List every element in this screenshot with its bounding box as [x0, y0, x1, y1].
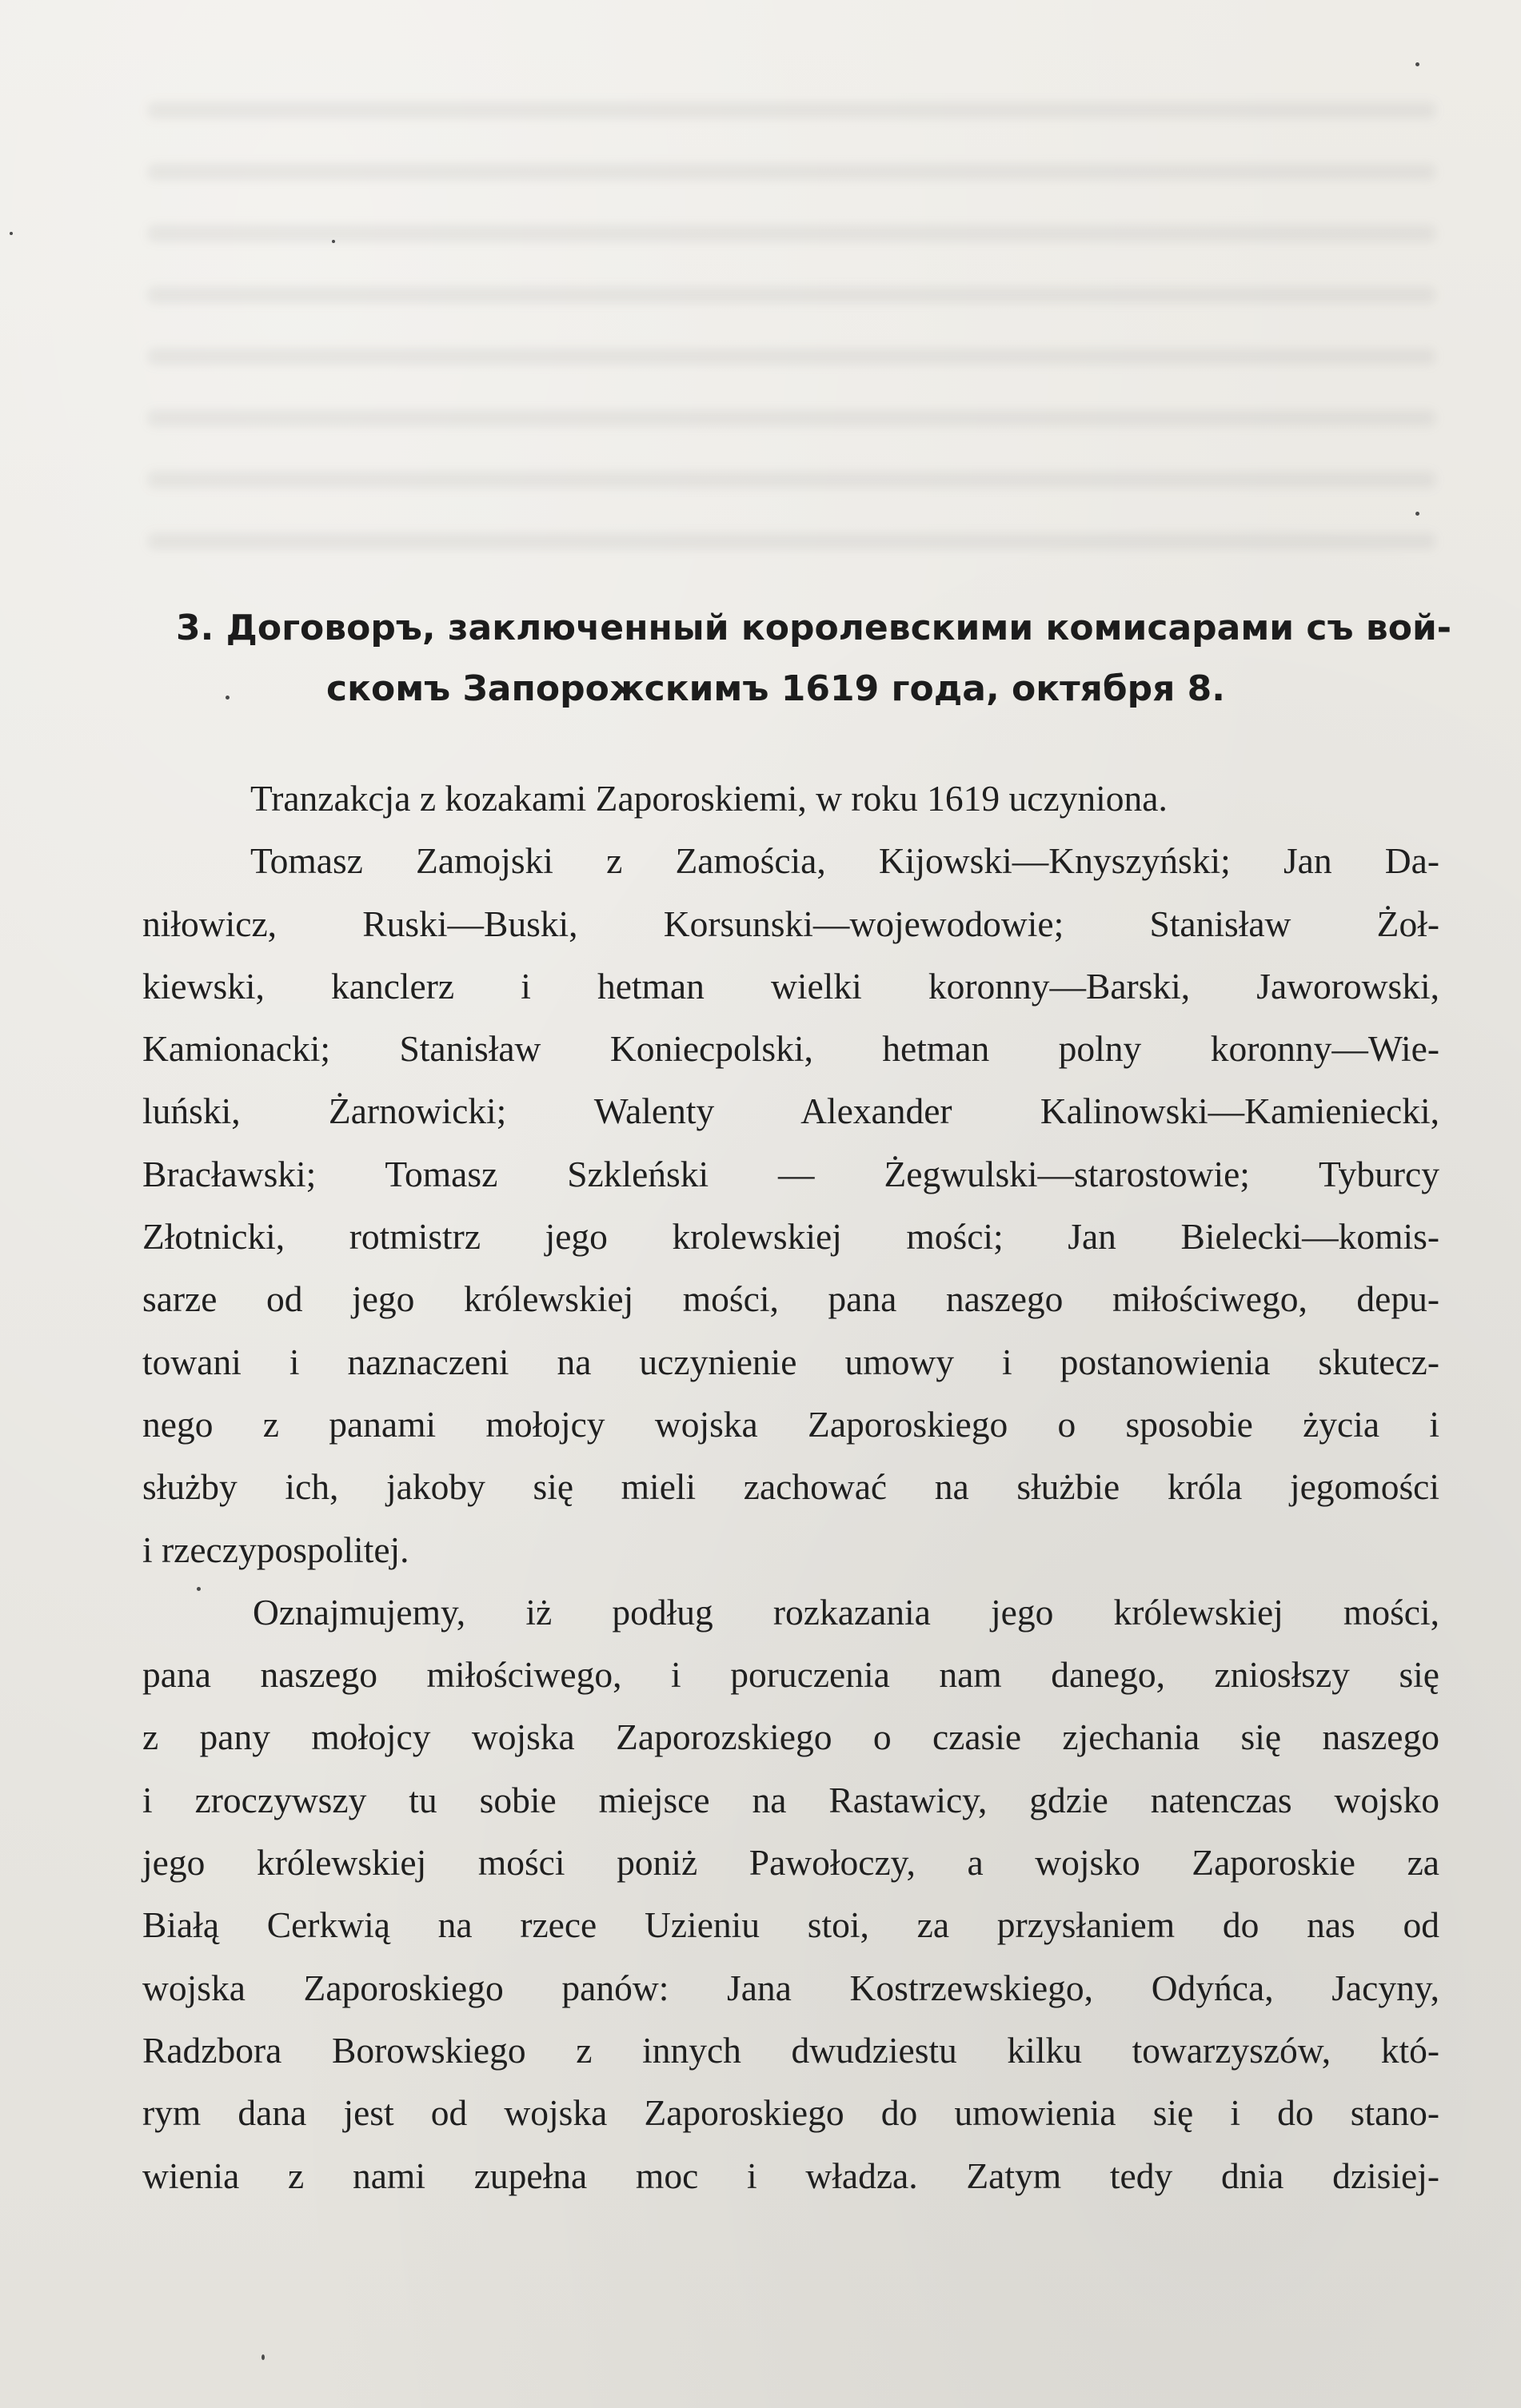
paper-speck: [332, 240, 335, 243]
section-heading: [176, 598, 1452, 720]
bleed-through-shadow: [148, 349, 1435, 365]
bleed-through-shadow: [148, 225, 1435, 241]
text-line: i zroczywszy tu sobie miejsce na Rastawicy, gdzie natenczas wojsko: [142, 1779, 1439, 1820]
text-line: z pany mołojcy wojska Zaporozskiego o czasie zjechania się naszego: [142, 1716, 1439, 1758]
paper-speck: [10, 232, 13, 235]
text-line: towani i naznaczeni na uczynienie umowy i postanowienia skutecz-: [142, 1341, 1439, 1382]
bleed-through-shadow: [148, 410, 1435, 426]
text-line: wienia z nami zupełna moc i władza. Zatym tedy dnia dzisiej-: [142, 2155, 1439, 2196]
text-line: Białą Cerkwią na rzece Uzieniu stoi, za przysłaniem do nas od: [142, 1904, 1439, 1946]
text-line: Tranzakcja z kozakami Zaporoskiemi, w roku 1619 uczyniona.: [250, 778, 1168, 819]
text-line: nego z panami mołojcy wojska Zaporoskiego o sposobie życia i: [142, 1403, 1439, 1445]
text-line: Bracławski; Tomasz Szkleński — Żegwulski—starostowie; Tyburcy: [142, 1153, 1439, 1194]
text-line: kiewski, kanclerz i hetman wielki koronny—Barski, Jaworowski,: [142, 965, 1439, 1007]
bleed-through-shadow: [148, 102, 1435, 118]
paper-speck: [1415, 512, 1419, 516]
text-line: wojska Zaporoskiego panów: Jana Kostrzewskiego, Odyńca, Jacyny,: [142, 1967, 1439, 2008]
body-text: [142, 767, 1439, 2207]
bleed-through-shadow: [148, 164, 1435, 180]
text-line: pana naszego miłościwego, i poruczenia nam danego, zniosłszy się: [142, 1654, 1439, 1696]
paper-speck: [1415, 62, 1419, 66]
heading-line: 3. Договоръ, заключенный королевскими комисарами съ вой-: [176, 608, 1452, 648]
text-line: luński, Żarnowicki; Walenty Alexander Kalinowski—Kamieniecki,: [142, 1090, 1439, 1132]
text-line: sarze od jego królewskiej mości, pana naszego miłościwego, depu-: [142, 1278, 1439, 1320]
text-line: jego królewskiej mości poniż Pawołoczy, a wojsko Zaporoskie za: [142, 1842, 1439, 1884]
bleed-through-shadow: [148, 472, 1435, 488]
bleed-through-shadow: [148, 287, 1435, 303]
text-line: Kamionacki; Stanisław Koniecpolski, hetman polny koronny—Wie-: [142, 1028, 1439, 1070]
text-line: Oznajmujemy, iż podług rozkazania jego królewskiej mości,: [253, 1591, 1439, 1633]
text-line: Złotnicki, rotmistrz jego krolewskiej mości; Jan Bielecki—komis-: [142, 1216, 1439, 1258]
text-line: rym dana jest od wojska Zaporoskiego do umowienia się i do stano-: [142, 2092, 1439, 2134]
text-line: Tomasz Zamojski z Zamościa, Kijowski—Knyszyński; Jan Da-: [250, 840, 1439, 882]
bleed-through-shadow: [148, 533, 1435, 549]
text-line: niłowicz, Ruski—Buski, Korsunski—wojewodowie; Stanisław Żoł-: [142, 903, 1439, 944]
text-line: Radzbora Borowskiego z innych dwudziestu kilku towarzyszów, któ-: [142, 2029, 1439, 2071]
text-line: służby ich, jakoby się mieli zachować na służbie króla jegomości: [142, 1466, 1439, 1508]
text-line: i rzeczypospolitej.: [142, 1529, 409, 1570]
paper-speck: [261, 2354, 265, 2360]
heading-line: скомъ Запорожскимъ 1619 года, октября 8.: [326, 668, 1225, 709]
